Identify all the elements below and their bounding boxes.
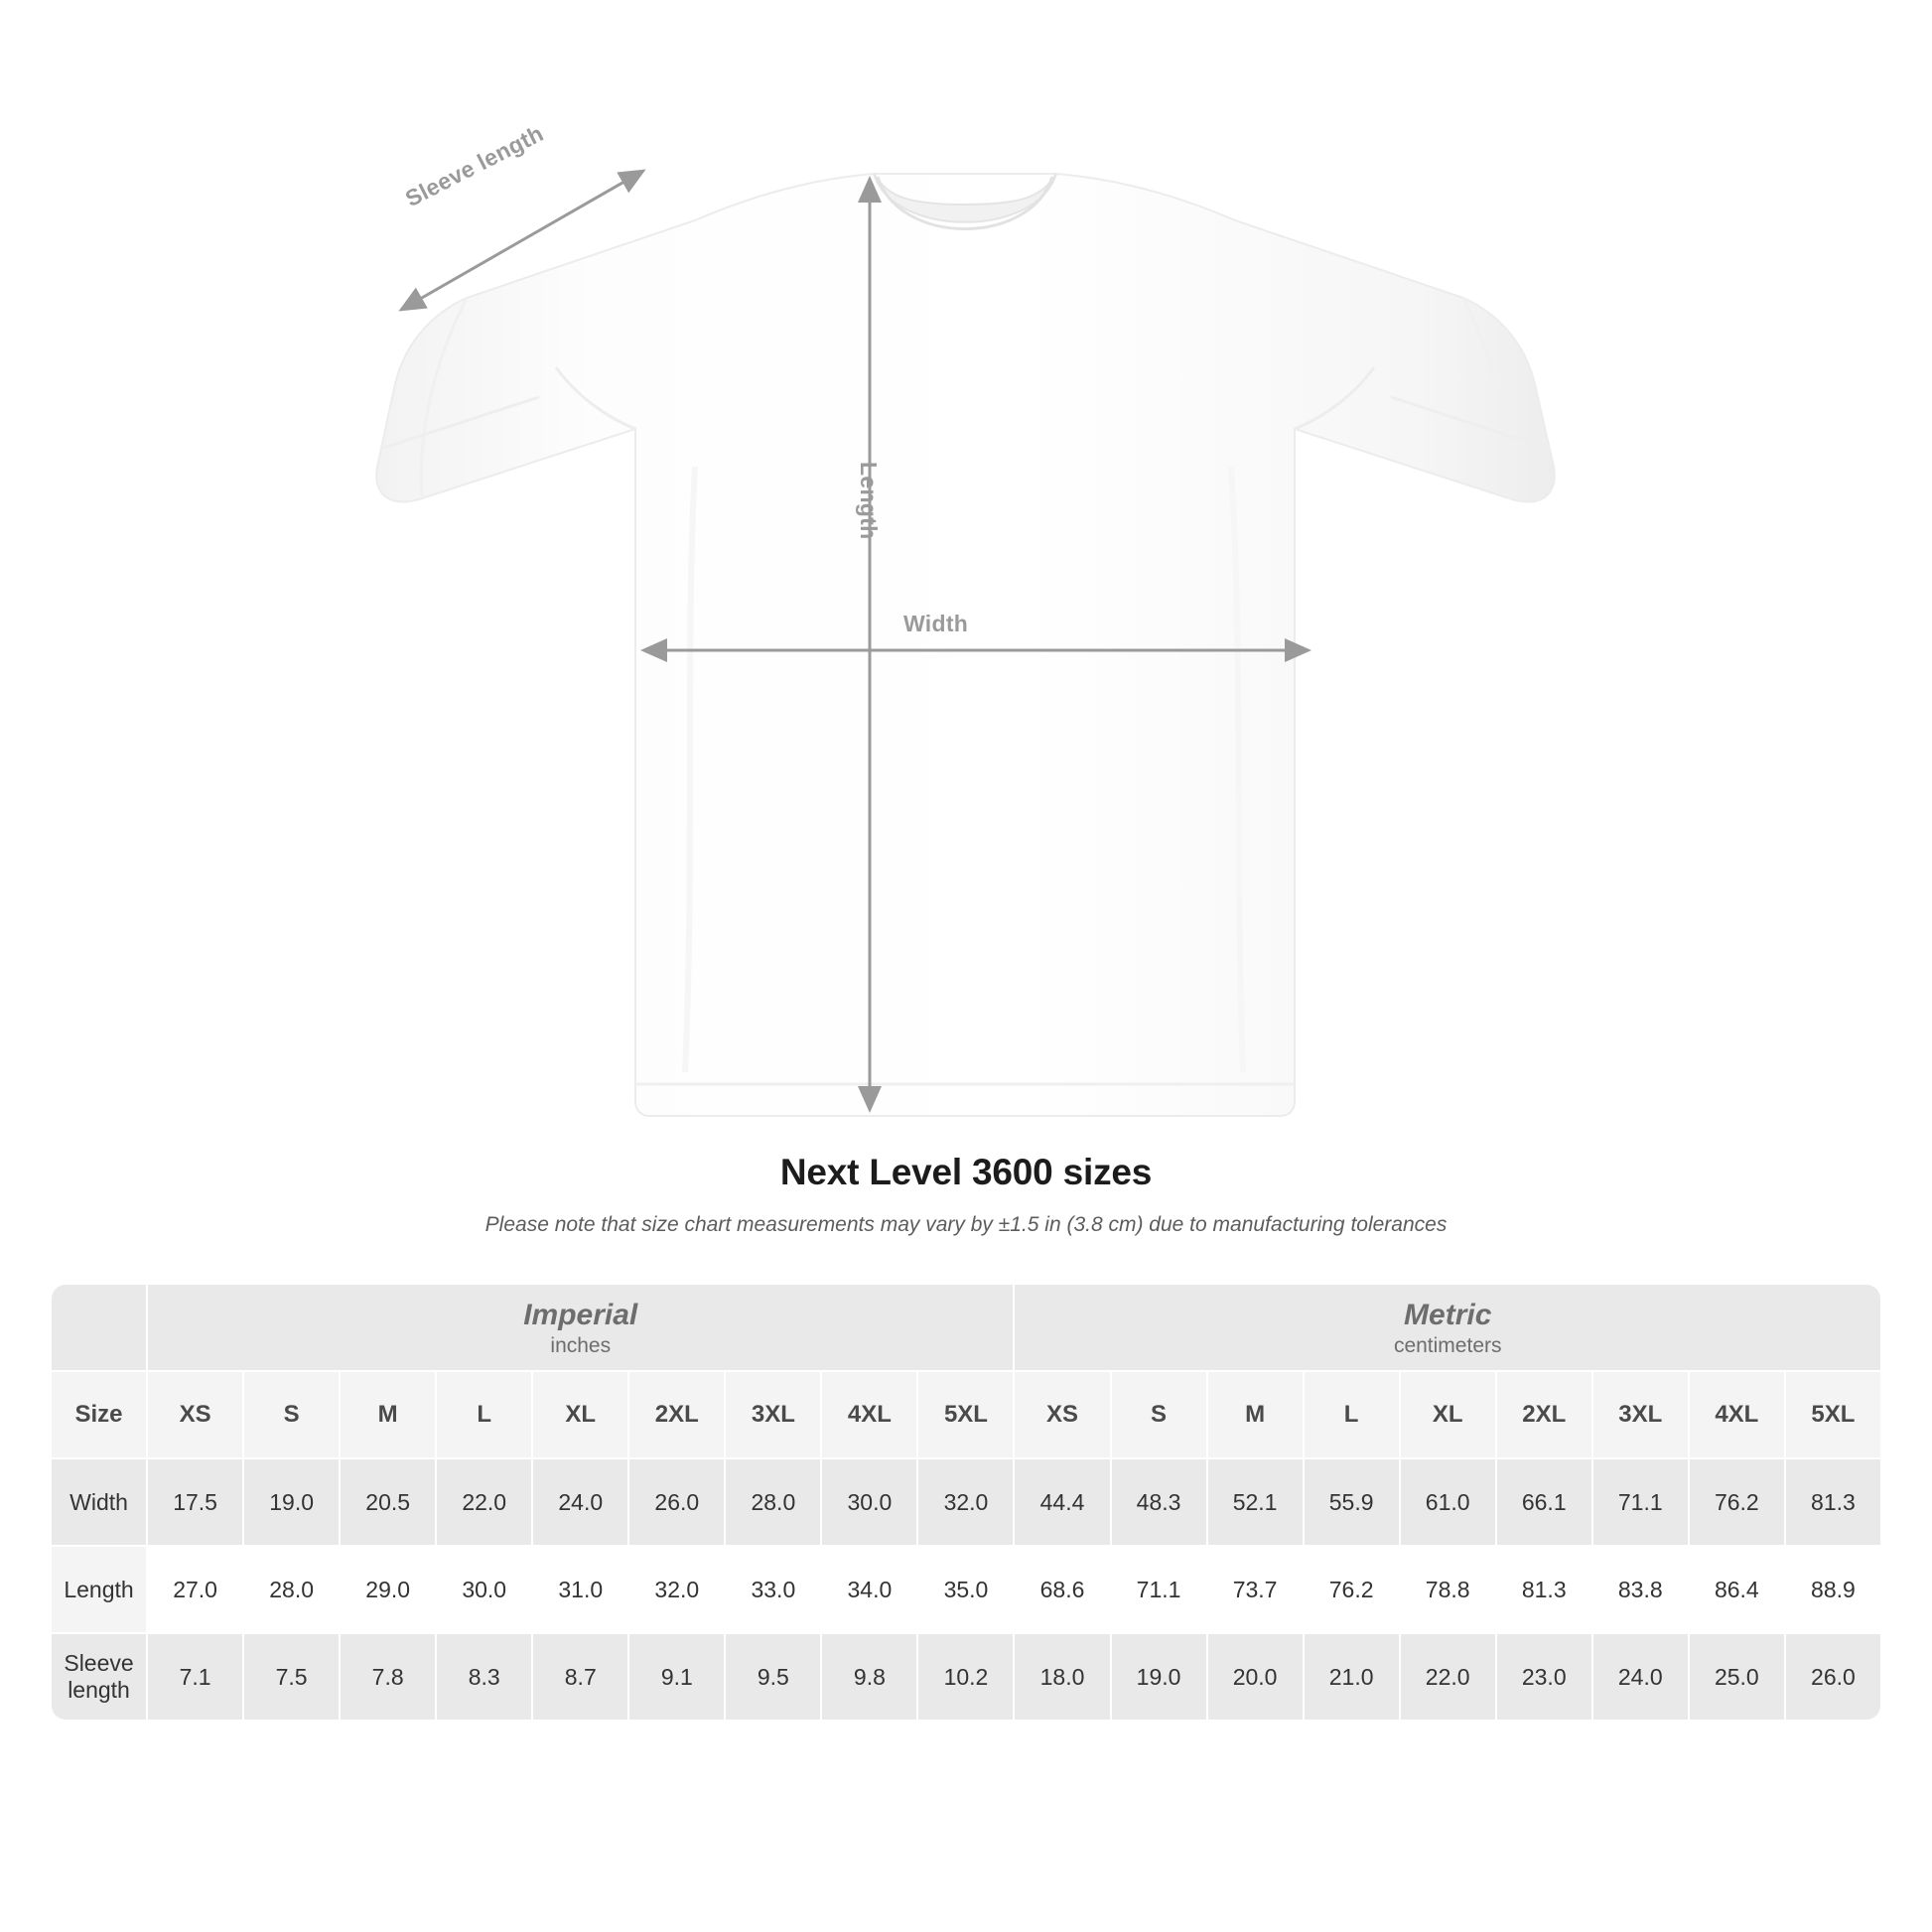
cell-sleeve-met-1: 19.0 [1112, 1634, 1206, 1720]
title-block [0, 1152, 1932, 1237]
col-head-0: XS [148, 1372, 242, 1457]
col-head-13: XL [1401, 1372, 1495, 1457]
cell-length-imp-1: 28.0 [244, 1547, 339, 1632]
cell-sleeve-imp-6: 9.5 [726, 1634, 820, 1720]
cell-width-met-7: 76.2 [1690, 1459, 1784, 1545]
cell-width-imp-2: 20.5 [341, 1459, 435, 1545]
cell-width-met-6: 71.1 [1593, 1459, 1688, 1545]
col-head-16: 4XL [1690, 1372, 1784, 1457]
col-head-4: XL [533, 1372, 627, 1457]
cell-length-met-4: 78.8 [1401, 1547, 1495, 1632]
cell-sleeve-imp-5: 9.1 [629, 1634, 724, 1720]
col-head-17: 5XL [1786, 1372, 1880, 1457]
cell-length-met-5: 81.3 [1497, 1547, 1591, 1632]
col-head-10: S [1112, 1372, 1206, 1457]
imperial-name: Imperial [523, 1299, 638, 1332]
cell-length-imp-7: 34.0 [822, 1547, 916, 1632]
cell-sleeve-met-8: 26.0 [1786, 1634, 1880, 1720]
cell-sleeve-met-5: 23.0 [1497, 1634, 1591, 1720]
cell-sleeve-met-3: 21.0 [1305, 1634, 1399, 1720]
length-label: Length [856, 462, 882, 540]
table-row [52, 1459, 1880, 1545]
imperial-header [148, 1285, 1013, 1370]
cell-width-imp-3: 22.0 [437, 1459, 531, 1545]
cell-length-imp-2: 29.0 [341, 1547, 435, 1632]
cell-sleeve-imp-3: 8.3 [437, 1634, 531, 1720]
cell-length-met-1: 71.1 [1112, 1547, 1206, 1632]
cell-sleeve-met-7: 25.0 [1690, 1634, 1784, 1720]
cell-length-imp-0: 27.0 [148, 1547, 242, 1632]
sleeve-length-label: Sleeve length [401, 119, 548, 212]
size-header-row [52, 1372, 1880, 1457]
cell-width-met-5: 66.1 [1497, 1459, 1591, 1545]
cell-sleeve-imp-0: 7.1 [148, 1634, 242, 1720]
cell-length-imp-8: 35.0 [918, 1547, 1013, 1632]
cell-length-imp-6: 33.0 [726, 1547, 820, 1632]
cell-width-imp-0: 17.5 [148, 1459, 242, 1545]
cell-width-imp-4: 24.0 [533, 1459, 627, 1545]
col-head-15: 3XL [1593, 1372, 1688, 1457]
row-label-length: Length [52, 1547, 146, 1632]
cell-sleeve-met-0: 18.0 [1015, 1634, 1109, 1720]
col-head-9: XS [1015, 1372, 1109, 1457]
cell-sleeve-imp-4: 8.7 [533, 1634, 627, 1720]
cell-sleeve-imp-1: 7.5 [244, 1634, 339, 1720]
cell-length-imp-3: 30.0 [437, 1547, 531, 1632]
cell-width-met-3: 55.9 [1305, 1459, 1399, 1545]
size-label: Size [52, 1372, 146, 1457]
cell-length-imp-4: 31.0 [533, 1547, 627, 1632]
page-title: Next Level 3600 sizes [779, 1152, 1153, 1192]
col-head-11: M [1208, 1372, 1303, 1457]
cell-width-met-8: 81.3 [1786, 1459, 1880, 1545]
metric-sub: centimeters [1393, 1333, 1502, 1357]
table-corner [52, 1285, 146, 1370]
cell-sleeve-met-4: 22.0 [1401, 1634, 1495, 1720]
tshirt-shape [376, 174, 1555, 1116]
cell-length-met-0: 68.6 [1015, 1547, 1109, 1632]
col-head-1: S [244, 1372, 339, 1457]
col-head-2: M [341, 1372, 435, 1457]
cell-width-imp-7: 30.0 [822, 1459, 916, 1545]
row-label-sleeve-length: Sleeve length [52, 1634, 146, 1720]
metric-header [1015, 1285, 1880, 1370]
row-label-width: Width [52, 1459, 146, 1545]
cell-width-imp-6: 28.0 [726, 1459, 820, 1545]
width-label: Width [903, 611, 969, 636]
cell-length-met-3: 76.2 [1305, 1547, 1399, 1632]
col-head-6: 3XL [726, 1372, 820, 1457]
table-row [52, 1547, 1880, 1632]
cell-width-imp-1: 19.0 [244, 1459, 339, 1545]
cell-width-met-1: 48.3 [1112, 1459, 1206, 1545]
cell-sleeve-imp-8: 10.2 [918, 1634, 1013, 1720]
tolerance-note: Please note that size chart measurements may vary by ±1.5 in (3.8 cm) due to manufacturing tolerances [484, 1213, 1448, 1236]
size-table-container [50, 1283, 1882, 1722]
cell-length-met-7: 86.4 [1690, 1547, 1784, 1632]
cell-sleeve-imp-2: 7.8 [341, 1634, 435, 1720]
col-head-3: L [437, 1372, 531, 1457]
cell-width-imp-5: 26.0 [629, 1459, 724, 1545]
cell-length-met-8: 88.9 [1786, 1547, 1880, 1632]
col-head-7: 4XL [822, 1372, 916, 1457]
imperial-sub: inches [550, 1333, 612, 1357]
cell-sleeve-met-2: 20.0 [1208, 1634, 1303, 1720]
cell-length-met-6: 83.8 [1593, 1547, 1688, 1632]
cell-width-met-2: 52.1 [1208, 1459, 1303, 1545]
col-head-5: 2XL [629, 1372, 724, 1457]
cell-length-imp-5: 32.0 [629, 1547, 724, 1632]
cell-width-met-4: 61.0 [1401, 1459, 1495, 1545]
cell-width-met-0: 44.4 [1015, 1459, 1109, 1545]
col-head-14: 2XL [1497, 1372, 1591, 1457]
table-row [52, 1634, 1880, 1720]
col-head-12: L [1305, 1372, 1399, 1457]
size-table [50, 1283, 1882, 1722]
cell-width-imp-8: 32.0 [918, 1459, 1013, 1545]
col-head-8: 5XL [918, 1372, 1013, 1457]
cell-sleeve-imp-7: 9.8 [822, 1634, 916, 1720]
unit-header-row [52, 1285, 1880, 1370]
metric-name: Metric [1404, 1299, 1492, 1332]
cell-sleeve-met-6: 24.0 [1593, 1634, 1688, 1720]
cell-length-met-2: 73.7 [1208, 1547, 1303, 1632]
